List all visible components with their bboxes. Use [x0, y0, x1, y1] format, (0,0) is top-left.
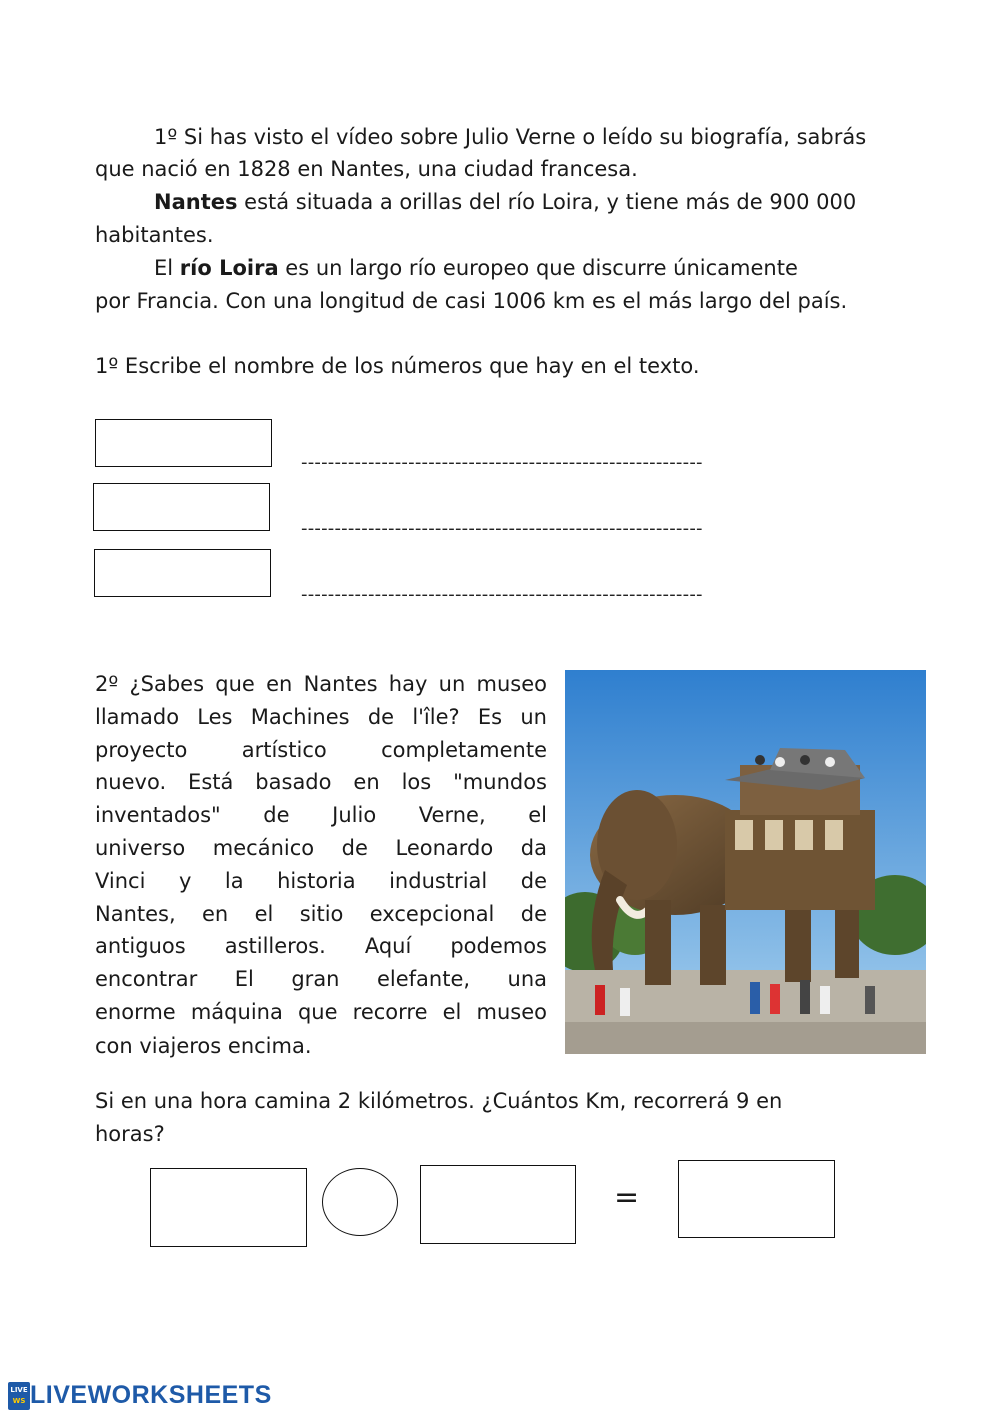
loira-line-2: por Francia. Con una longitud de casi 1006 km es el más largo del país.	[95, 289, 848, 313]
exercise2-line: antiguos astilleros. Aquí podemos	[95, 934, 547, 959]
exercise1-instruction: 1º Escribe el nombre de los números que hay en el texto.	[95, 354, 700, 378]
number-answer-box-3[interactable]	[94, 549, 271, 597]
loira-start: El	[154, 256, 180, 280]
nantes-rest: está situada a orillas del río Loira, y tiene más de 900 000	[237, 190, 857, 214]
result-box[interactable]	[678, 1160, 835, 1238]
exercise2-line: inventados" de Julio Verne, el	[95, 803, 547, 828]
loira-bold: río Loira	[179, 256, 279, 280]
equals-sign: =	[614, 1180, 640, 1215]
exercise2-line: Nantes, en el sitio excepcional de	[95, 901, 547, 926]
loira-line-1	[154, 252, 798, 285]
question-line-1: Si en una hora camina 2 kilómetros. ¿Cuántos Km, recorrerá 9 en	[95, 1089, 783, 1113]
question-line-2: horas?	[95, 1122, 165, 1146]
operand-box-2[interactable]	[420, 1165, 576, 1244]
loira-rest: es un largo río europeo que discurre únicamente	[278, 256, 798, 280]
exercise2-line: nuevo. Está basado en los "mundos	[95, 770, 547, 795]
operand-box-1[interactable]	[150, 1168, 307, 1247]
liveworksheets-badge-icon	[8, 1382, 30, 1410]
number-answer-box-1[interactable]	[95, 419, 272, 467]
elephant-photo	[565, 670, 926, 1054]
exercise2-line: 2º ¿Sabes que en Nantes hay un museo	[95, 672, 547, 696]
name-answer-line-1[interactable]: ------------------------------------------------------------	[301, 452, 703, 473]
exercise2-line: enorme máquina que recorre el museo	[95, 1000, 547, 1024]
svg-text:WS: WS	[12, 1396, 26, 1405]
nantes-line-1	[154, 186, 856, 219]
liveworksheets-text: LIVEWORKSHEETS	[30, 1381, 272, 1409]
nantes-bold: Nantes	[154, 190, 238, 214]
operator-circle[interactable]	[322, 1168, 398, 1236]
svg-text:LIVE: LIVE	[10, 1385, 28, 1394]
exercise2-line: Vinci y la historia industrial de	[95, 868, 547, 893]
exercise2-line: encontrar El gran elefante, una	[95, 967, 547, 992]
name-answer-line-2[interactable]: ------------------------------------------------------------	[301, 518, 703, 539]
intro-line-2: que nació en 1828 en Nantes, una ciudad francesa.	[95, 157, 638, 181]
exercise2-line: proyecto artístico completamente	[95, 737, 547, 762]
number-answer-box-2[interactable]	[93, 483, 270, 531]
name-answer-line-3[interactable]: ------------------------------------------------------------	[301, 584, 703, 605]
exercise2-line: universo mecánico de Leonardo da	[95, 836, 547, 860]
exercise2-line: llamado Les Machines de l'île? Es un	[95, 704, 547, 729]
liveworksheets-logo	[8, 1381, 272, 1410]
exercise2-last-line: con viajeros encima.	[95, 1034, 312, 1058]
nantes-line-2: habitantes.	[95, 223, 214, 247]
intro-line-1: 1º Si has visto el vídeo sobre Julio Verne o leído su biografía, sabrás	[154, 125, 867, 149]
